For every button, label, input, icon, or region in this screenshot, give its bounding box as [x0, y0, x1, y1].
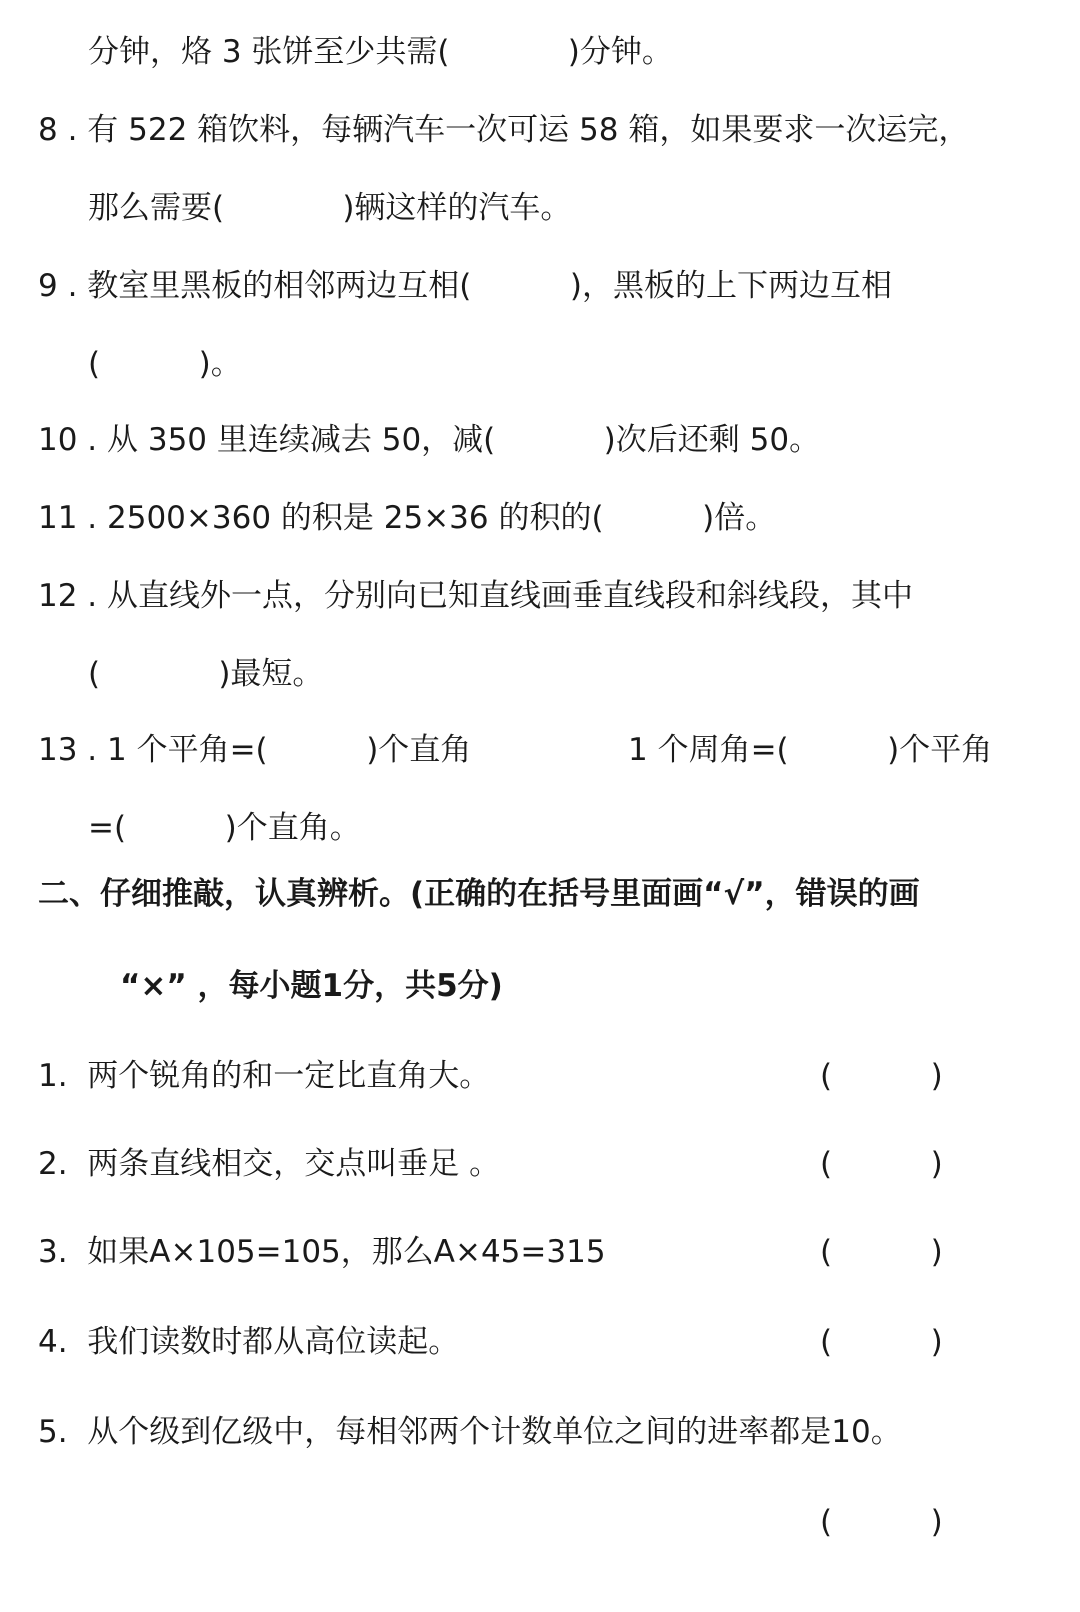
judge-item-5-text: 5. 从个级到亿级中，每相邻两个计数单位之间的进率都是10。: [38, 1414, 902, 1450]
judge-item-3-answer-blank: ( ): [820, 1234, 943, 1270]
judge-item-1-answer-blank: ( ): [820, 1058, 943, 1094]
question-12-continuation: ( )最短。: [88, 656, 324, 692]
judge-item-2-answer-blank: ( ): [820, 1146, 943, 1182]
section-2-title: 二、仔细推敲，认真辨析。(正确的在括号里面画“√”，错误的画: [38, 876, 920, 912]
judge-item-1-text: 1. 两个锐角的和一定比直角大。: [38, 1058, 491, 1094]
question-13-continuation: =( )个直角。: [88, 810, 361, 846]
section-2-title-continuation: “×” ，每小题1分，共5分): [120, 968, 503, 1004]
judge-item-5-answer-blank: ( ): [820, 1504, 943, 1540]
question-11: 11 . 2500×360 的积是 25×36 的积的( )倍。: [38, 500, 777, 536]
question-10: 10 . 从 350 里连续减去 50，减( )次后还剩 50。: [38, 422, 821, 458]
question-13-part-b: 1 个周角=( )个平角: [628, 732, 993, 768]
question-13-part-a: 13 . 1 个平角=( )个直角: [38, 732, 472, 768]
judge-item-4-text: 4. 我们读数时都从高位读起。: [38, 1324, 460, 1360]
question-7-continuation: 分钟，烙 3 张饼至少共需( )分钟。: [88, 34, 673, 70]
judge-item-2-text: 2. 两条直线相交，交点叫垂足 。: [38, 1146, 501, 1182]
question-8: 8 . 有 522 箱饮料，每辆汽车一次可运 58 箱，如果要求一次运完，: [38, 112, 970, 148]
question-9: 9 . 教室里黑板的相邻两边互相( )，黑板的上下两边互相: [38, 268, 893, 304]
question-12: 12 . 从直线外一点，分别向已知直线画垂直线段和斜线段，其中: [38, 578, 914, 614]
question-8-continuation: 那么需要( )辆这样的汽车。: [88, 190, 572, 226]
question-9-continuation: ( )。: [88, 346, 242, 382]
judge-item-3-text: 3. 如果A×105=105，那么A×45=315: [38, 1234, 606, 1270]
judge-item-4-answer-blank: ( ): [820, 1324, 943, 1360]
